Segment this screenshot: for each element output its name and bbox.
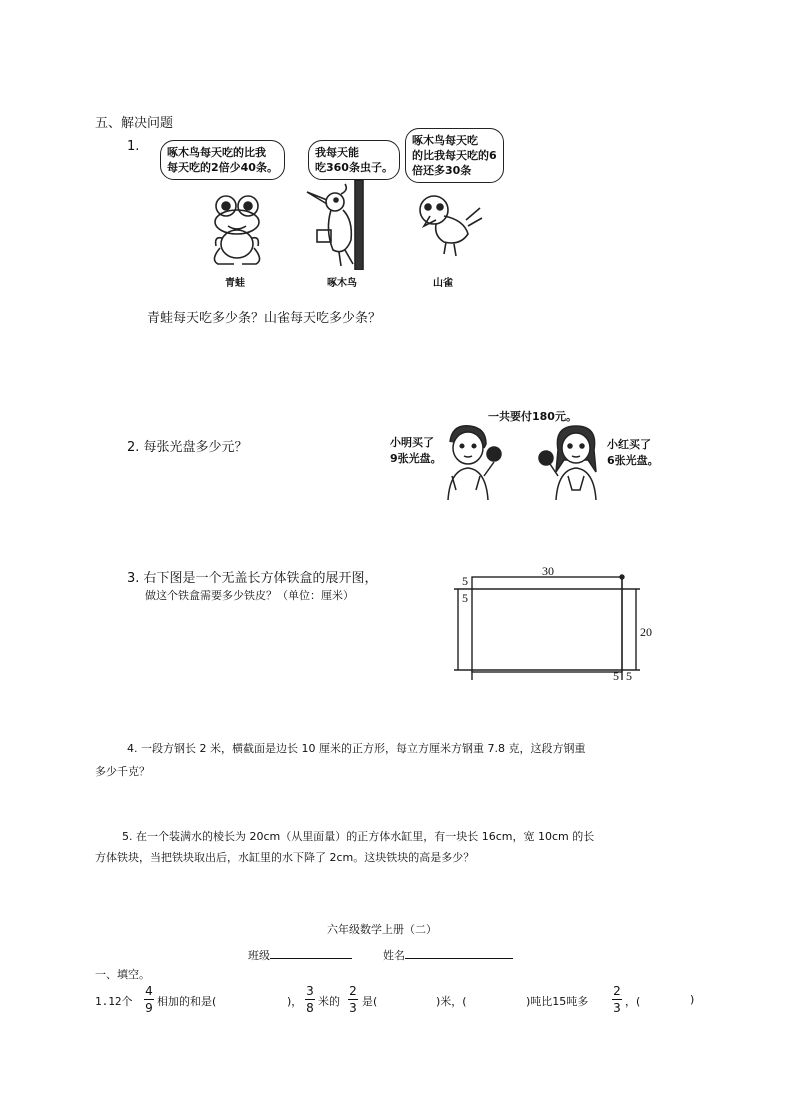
fill-text: 是(	[362, 995, 378, 1008]
question-4-line: 多少千克？	[95, 765, 150, 778]
sparrow-speech-bubble	[405, 128, 504, 183]
fraction-denominator: 8	[306, 1001, 314, 1015]
class-label-text: 班级	[248, 949, 270, 962]
dim-label-top: 30	[542, 564, 554, 578]
question-5-line: 方体铁块，当把铁块取出后，水缸里的水下降了 2cm。这块铁块的高是多少？	[95, 851, 475, 864]
part-title: 六年级数学上册（二）	[327, 923, 437, 936]
sparrow-speech-line: 倍还多30条	[412, 164, 472, 177]
fill-text: 米的	[318, 995, 340, 1008]
fraction-numerator: 3	[306, 984, 314, 998]
fraction	[144, 984, 154, 1015]
frog-caption: 青蛙	[225, 278, 245, 289]
fill-text: )米，(	[436, 995, 467, 1008]
fill-text: )	[690, 993, 695, 1006]
frog-speech-line: 啄木鸟每天吃的比我	[167, 146, 266, 159]
boy-illustration	[432, 420, 512, 500]
dim-label-left-second: 5	[462, 591, 468, 605]
name-blank[interactable]	[405, 946, 513, 959]
girl-illustration	[536, 420, 616, 500]
frog-illustration	[200, 188, 280, 270]
girl-speech-line: 小红买了	[607, 438, 651, 451]
sparrow-speech-line: 的比我每天吃的6	[412, 149, 497, 162]
sparrow-caption: 山雀	[433, 278, 453, 289]
fraction-numerator: 2	[349, 984, 357, 998]
name-label-text: 姓名	[383, 949, 405, 962]
question-3-line: 3. 右下图是一个无盖长方体铁盒的展开图，	[127, 571, 378, 586]
fill-text: )，	[287, 995, 303, 1008]
question-4-line: 4. 一段方钢长 2 米，横截面是边长 10 厘米的正方形，每立方厘米方钢重 7.8 克，这段方钢重	[127, 742, 586, 755]
woodpecker-caption: 啄木鸟	[327, 278, 357, 289]
frog-speech-line: 每天吃的2倍少40条。	[167, 161, 278, 174]
box-net-diagram	[440, 560, 670, 690]
question-5-line: 5. 在一个装满水的棱长为 20cm（从里面量）的正方体水缸里，有一块长 16cm，宽 10cm 的长	[122, 830, 595, 843]
fraction-denominator: 3	[613, 1001, 621, 1015]
fraction	[305, 984, 315, 1015]
question-3-line: 做这个铁盒需要多少铁皮？（单位：厘米）	[145, 589, 354, 602]
fraction-numerator: 2	[613, 984, 621, 998]
girl-speech-line: 6张光盘。	[607, 454, 659, 467]
woodpecker-speech-line: 吃360条虫子。	[315, 161, 393, 174]
dim-label-right: 20	[640, 625, 652, 639]
dim-label-bottom-right-outer: 5	[626, 669, 632, 683]
fill-text: 1.12个	[95, 995, 133, 1008]
fraction	[612, 984, 622, 1015]
sparrow-illustration	[410, 190, 485, 260]
fill-text: )吨比15吨多	[526, 995, 589, 1008]
fraction-denominator: 3	[349, 1001, 357, 1015]
fraction-numerator: 4	[145, 984, 153, 998]
fraction-denominator: 9	[145, 1001, 153, 1015]
woodpecker-speech-line: 我每天能	[315, 146, 359, 159]
boy-speech-line: 9张光盘。	[390, 452, 442, 465]
section-heading-fill: 一、填空。	[95, 968, 150, 981]
dim-label-left-top: 5	[462, 574, 468, 588]
question-2-text: 2. 每张光盘多少元？	[127, 440, 248, 455]
total-price-text: 一共要付180元。	[488, 410, 577, 423]
section-title: 五、解决问题	[95, 116, 174, 131]
question-1-text: 青蛙每天吃多少条？山雀每天吃多少条？	[147, 311, 382, 326]
sparrow-speech-line: 啄木鸟每天吃	[412, 134, 478, 147]
woodpecker-speech-bubble	[308, 140, 400, 180]
name-label	[383, 946, 513, 963]
frog-speech-bubble	[160, 140, 285, 180]
fraction	[348, 984, 358, 1015]
dim-label-bottom-right-inner: 5	[613, 669, 619, 683]
question-1-number: 1.	[127, 139, 140, 154]
class-label	[248, 946, 352, 963]
fill-text: 相加的和是(	[157, 995, 217, 1008]
boy-speech-line: 小明买了	[390, 436, 434, 449]
fill-text: ，(	[625, 995, 641, 1008]
woodpecker-illustration	[305, 180, 375, 270]
class-blank[interactable]	[270, 946, 352, 959]
